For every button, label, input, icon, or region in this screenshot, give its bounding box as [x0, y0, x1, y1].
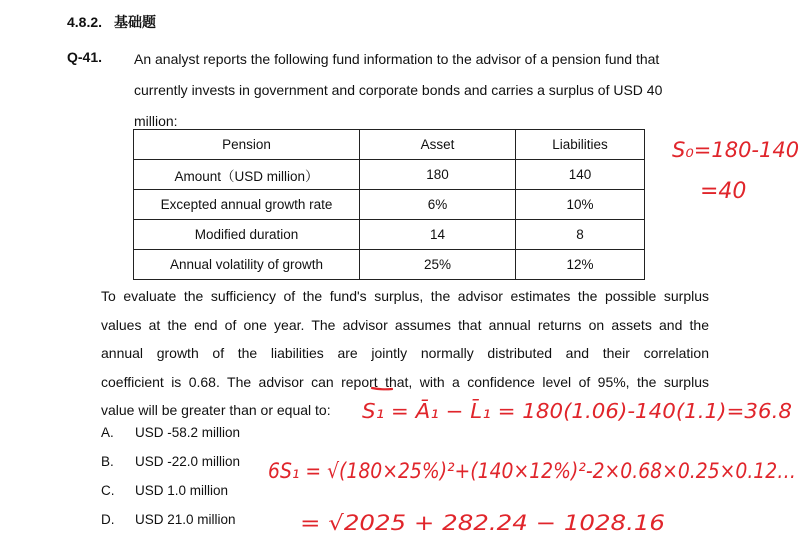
pension-table: [133, 129, 645, 280]
table-row: [134, 250, 645, 280]
option-text: USD -22.0 million: [135, 454, 241, 469]
paragraph-line: coefficient is 0.68. The advisor can report that, with a confidence level of 95%, the surplus: [101, 373, 709, 390]
option-letter: C.: [101, 483, 115, 498]
paragraph-line: annual growth of the liabilities are jointly normally distributed and their correlation: [101, 345, 709, 361]
question-paragraph: [101, 282, 709, 425]
table-cell: Excepted annual growth rate: [134, 190, 360, 220]
paragraph-line: To evaluate the sufficiency of the fund's surplus, the advisor estimates the possible surplus: [101, 288, 709, 304]
table-header: Pension: [134, 130, 360, 160]
question-line: million:: [134, 113, 178, 129]
table-cell: 8: [516, 220, 645, 250]
table-cell: 6%: [360, 190, 516, 220]
table-cell: 14: [360, 220, 516, 250]
handwritten-result: = √2025 + 282.24 − 1028.16: [300, 511, 665, 535]
option-text: USD 1.0 million: [135, 483, 229, 498]
option-b[interactable]: [101, 454, 240, 469]
option-text: USD 21.0 million: [135, 512, 236, 527]
handwritten-s0-line2: =40: [700, 179, 747, 204]
paragraph-line: value will be greater than or equal to:: [101, 402, 331, 418]
option-text: USD -58.2 million: [135, 425, 241, 440]
table-cell: 180: [360, 160, 516, 190]
table-row: [134, 190, 645, 220]
table-cell: Modified duration: [134, 220, 360, 250]
table-cell: Amount（USD million）: [134, 160, 360, 190]
handwritten-s0-line1: S₀=180-140: [672, 138, 800, 162]
section-title: 基础题: [114, 14, 157, 30]
question-line: An analyst reports the following fund information to the advisor of a pension fund that: [134, 51, 660, 67]
option-c[interactable]: [101, 483, 228, 498]
table-cell: 25%: [360, 250, 516, 280]
option-letter: A.: [101, 425, 114, 440]
table-cell: 12%: [516, 250, 645, 280]
section-heading: [67, 12, 168, 32]
question-line: currently invests in government and corporate bonds and carries a surplus of USD 40: [134, 82, 663, 98]
table-cell: Annual volatility of growth: [134, 250, 360, 280]
question-text: [134, 44, 734, 137]
table-cell: 140: [516, 160, 645, 190]
table-row: [134, 220, 645, 250]
table-header: Asset: [360, 130, 516, 160]
table-header: Liabilities: [516, 130, 645, 160]
option-d[interactable]: [101, 512, 236, 527]
question-number: Q-41.: [67, 49, 103, 65]
option-a[interactable]: [101, 425, 240, 440]
paragraph-line: values at the end of one year. The advisor assumes that annual returns on assets and the: [101, 316, 709, 333]
table-header-row: [134, 130, 645, 160]
table-row: [134, 160, 645, 190]
handwritten-sigma: 6S₁ = √(180×25%)²+(140×12%)²-2×0.68×0.25×0.12…: [268, 459, 796, 483]
handwritten-s1: S₁ = Ā₁ − L̄₁ = 180(1.06)-140(1.1)=36.8: [362, 399, 792, 423]
table-cell: 10%: [516, 190, 645, 220]
option-letter: B.: [101, 454, 114, 469]
section-number: 4.8.2.: [67, 14, 103, 30]
option-letter: D.: [101, 512, 115, 527]
